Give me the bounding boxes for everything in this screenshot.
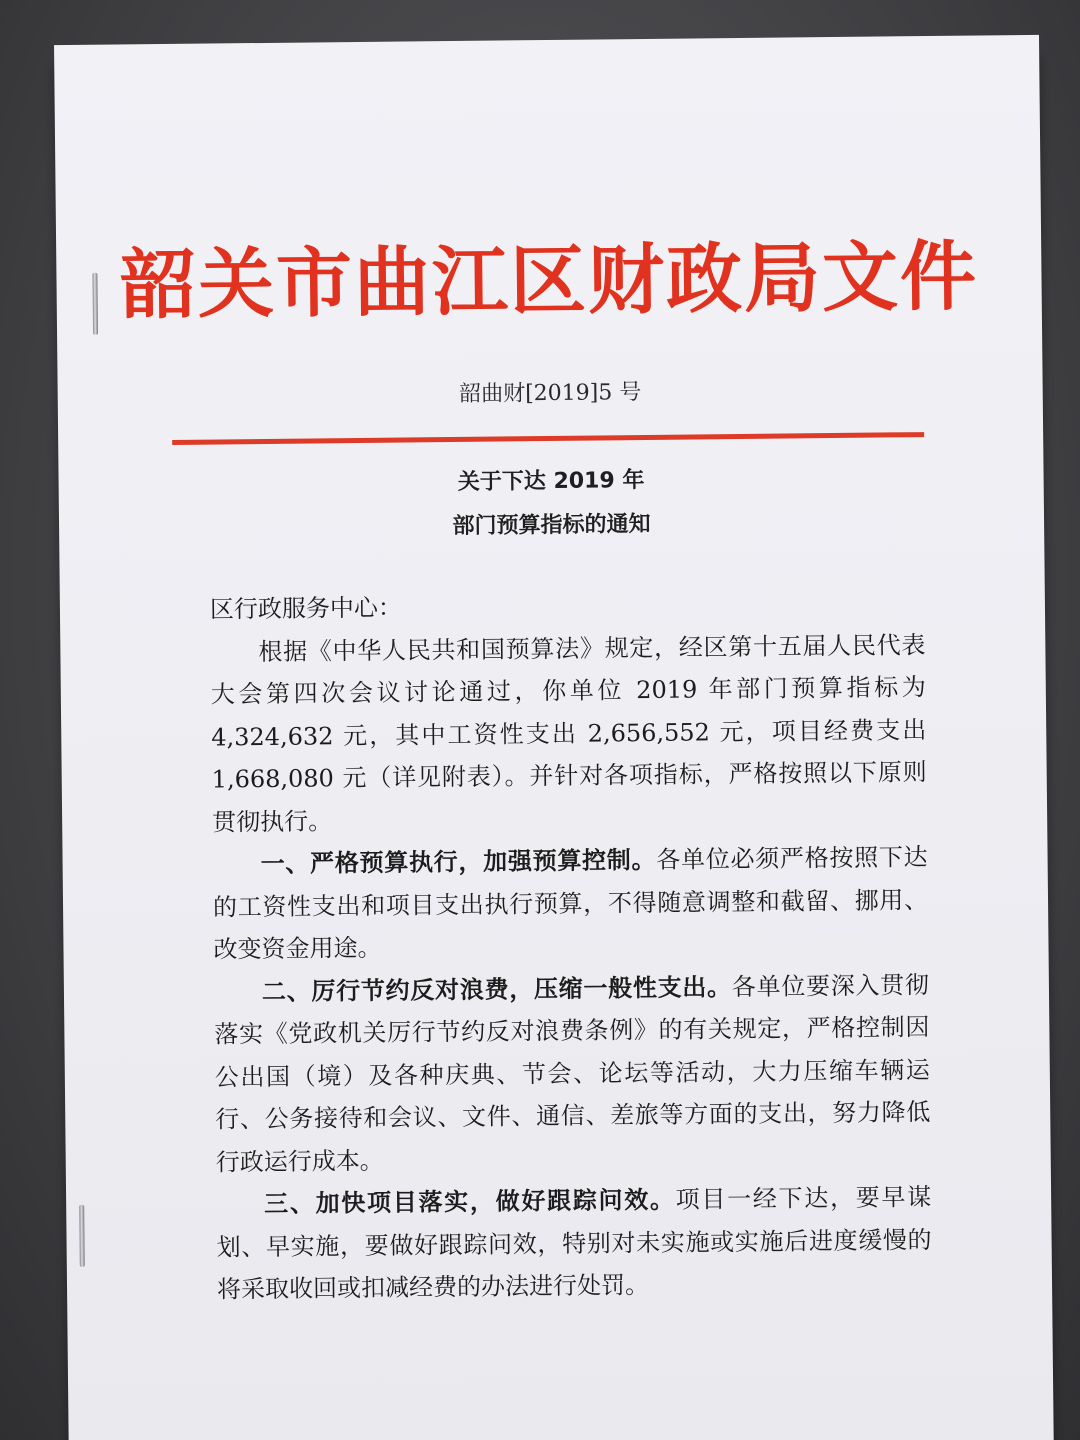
staple-bottom xyxy=(79,1205,85,1267)
section-heading: 三、加快项目落实，做好跟踪问效。 xyxy=(264,1185,676,1219)
document-number: 韶曲财[2019]5 号 xyxy=(458,380,642,407)
intro-paragraph: 根据《中华人民共和国预算法》规定，经区第十五届人民代表大会第四次会议讨论通过，你单位 2019 年部门预算指标为 4,324,632 元，其中工资性支出 2,656,552 元，项目经费支出 1,668,080 元（详见附表）。并针对各项指标，严格按照以下原则贯彻执行。 xyxy=(210,630,927,837)
document-page xyxy=(54,35,1054,1440)
section-text: 项目一经下达，要早谋划、早实施，要做好跟踪问效，特别对未实施或实施后进度缓慢的将采取收回或扣减经费的办法进行处罚。 xyxy=(216,1183,932,1304)
section-heading: 二、厉行节约反对浪费，压缩一般性支出。 xyxy=(261,972,732,1006)
notice-title-line2: 部门预算指标的通知 xyxy=(452,511,651,540)
section-text: 各单位必须严格按照下达的工资性支出和项目支出执行预算，不得随意调整和截留、挪用、改变资金用途。 xyxy=(212,843,929,964)
section-paragraph xyxy=(212,836,928,971)
notice-title-line1: 关于下达 2019 年 xyxy=(457,467,645,495)
section-paragraph xyxy=(216,1176,932,1311)
section-text: 各单位要深入贯彻落实《党政机关厉行节约反对浪费条例》的有关规定，严格控制因公出国（境）及各种庆典、节会、论坛等活动，大力压缩车辆运行、公务接待和会议、文件、通信、差旅等方面的支出，努力降低行政运行成本。 xyxy=(214,970,931,1177)
document-header-title: 韶关市曲江区财政局文件 xyxy=(119,231,979,330)
document-body xyxy=(210,581,933,1311)
section-paragraph xyxy=(214,964,931,1184)
section-heading: 一、严格预算执行，加强预算控制。 xyxy=(260,845,657,879)
recipient: 区行政服务中心： xyxy=(209,593,403,624)
red-divider-line xyxy=(172,432,924,445)
